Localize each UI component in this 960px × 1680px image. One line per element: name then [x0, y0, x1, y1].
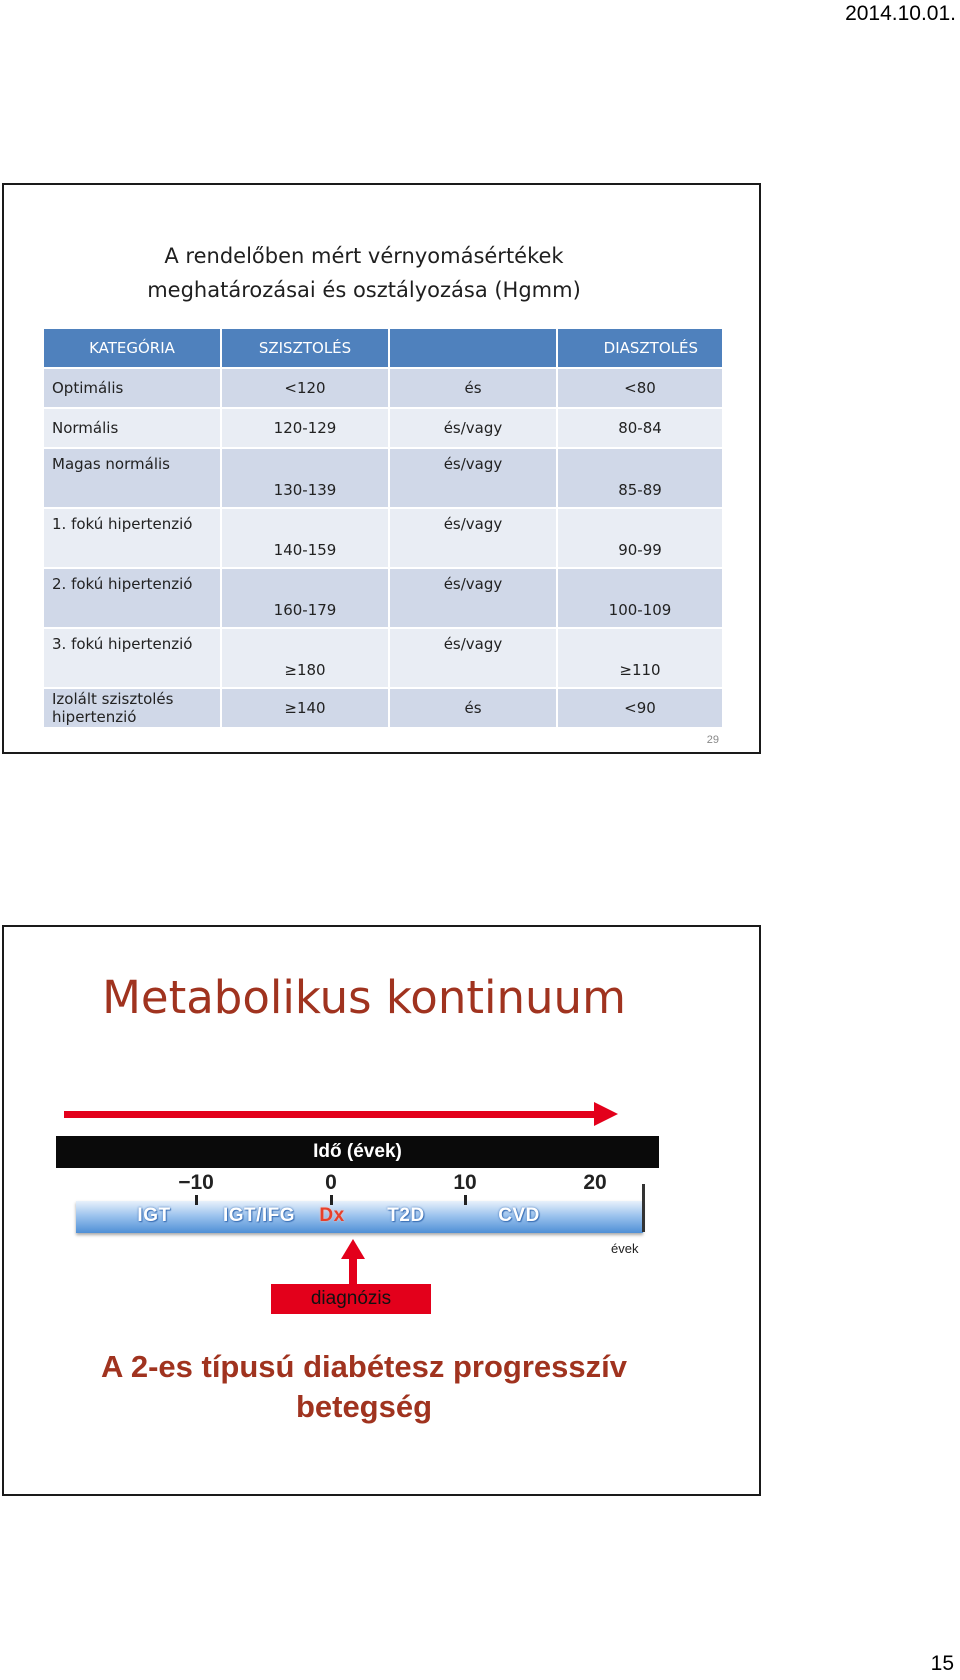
tick-labels [4, 1171, 724, 1203]
bp-classification-table [42, 327, 724, 729]
time-arrow-shaft [64, 1111, 597, 1118]
tick-label: −10 [178, 1171, 214, 1194]
stage-label: CVD [498, 1205, 540, 1226]
footer-line: A 2-es típusú diabétesz progresszív [100, 1349, 627, 1384]
cell-systolic [221, 628, 389, 688]
slide-blood-pressure [2, 183, 761, 754]
cell-conjunction: és [389, 368, 557, 408]
column-header-category: KATEGÓRIA [43, 328, 221, 368]
cell-conjunction: és/vagy [389, 448, 557, 508]
cell-diastolic: 85-89 [557, 448, 723, 508]
slide-title-line: A rendelőben mért vérnyomásértékek [164, 244, 564, 268]
page-number: 15 [930, 1652, 954, 1675]
cell-diastolic [557, 628, 723, 688]
slide-metabolic-continuum [2, 925, 761, 1496]
slide-title [4, 239, 724, 307]
table-row [43, 368, 723, 408]
tick-label: 20 [583, 1171, 607, 1194]
cell-conjunction: és/vagy [389, 628, 557, 688]
cell-category: Magas normális [43, 448, 221, 508]
cell-systolic: 140-159 [221, 508, 389, 568]
timeline-scale [76, 1201, 643, 1233]
diagnosis-box: diagnózis [271, 1284, 431, 1314]
cell-systolic: 130-139 [221, 448, 389, 508]
table-row [43, 408, 723, 448]
table-row [43, 568, 723, 628]
tick-marker [464, 1195, 467, 1205]
tick-label: 10 [453, 1171, 477, 1194]
stage-label: T2D [387, 1205, 425, 1226]
header-date: 2014.10.01. [845, 2, 956, 25]
column-header-systolic: SZISZTOLÉS [221, 328, 389, 368]
slide-title-line: meghatározásai és osztályozása (Hgmm) [147, 278, 581, 302]
tick-marker [330, 1195, 333, 1205]
diagnosis-arrow-up-icon [341, 1239, 365, 1259]
cell-systolic: 160-179 [221, 568, 389, 628]
cell-diastolic: <90 [557, 688, 723, 728]
cell-conjunction: és/vagy [389, 568, 557, 628]
table-row [43, 688, 723, 728]
time-arrow-head-icon [594, 1102, 618, 1126]
cell-systolic [221, 688, 389, 728]
diagnosis-arrow-shaft [349, 1257, 357, 1287]
ge-symbol: ≥ [284, 661, 297, 679]
ge-symbol: ≥ [284, 699, 297, 717]
cell-value: 110 [631, 661, 661, 679]
cell-conjunction: és [389, 688, 557, 728]
cell-category: Izolált szisztolés hipertenzió [43, 688, 221, 728]
slide-number: 29 [706, 734, 719, 746]
time-bar: Idő (évek) [56, 1136, 659, 1168]
stage-label-dx: Dx [319, 1205, 345, 1226]
cell-category: 2. fokú hipertenzió [43, 568, 221, 628]
slide-footer-text [4, 1347, 724, 1427]
cell-systolic: <120 [221, 368, 389, 408]
cell-diastolic: 100-109 [557, 568, 723, 628]
cell-category: 3. fokú hipertenzió [43, 628, 221, 688]
table-row [43, 448, 723, 508]
years-label: évek [611, 1241, 639, 1256]
tick-marker [195, 1195, 198, 1205]
column-header-conjunction [389, 328, 557, 368]
ge-symbol: ≥ [619, 661, 632, 679]
slide-title: Metabolikus kontinuum [102, 971, 626, 1024]
tick-label: 0 [325, 1171, 337, 1194]
cell-value: 140 [296, 699, 326, 717]
table-row [43, 628, 723, 688]
cell-conjunction: és/vagy [389, 408, 557, 448]
stage-label: IGT [137, 1205, 171, 1226]
cell-diastolic: 80-84 [557, 408, 723, 448]
stage-label: IGT/IFG [222, 1205, 296, 1226]
column-header-diastolic: DIASZTOLÉS [557, 328, 723, 368]
cell-value: 180 [296, 661, 326, 679]
table-row [43, 508, 723, 568]
cell-category: Normális [43, 408, 221, 448]
scale-end-marker [642, 1184, 645, 1232]
cell-conjunction: és/vagy [389, 508, 557, 568]
cell-category: 1. fokú hipertenzió [43, 508, 221, 568]
table-header-row [43, 328, 723, 368]
cell-diastolic: 90-99 [557, 508, 723, 568]
cell-systolic: 120-129 [221, 408, 389, 448]
cell-diastolic: <80 [557, 368, 723, 408]
footer-line: betegség [295, 1389, 433, 1424]
cell-category: Optimális [43, 368, 221, 408]
